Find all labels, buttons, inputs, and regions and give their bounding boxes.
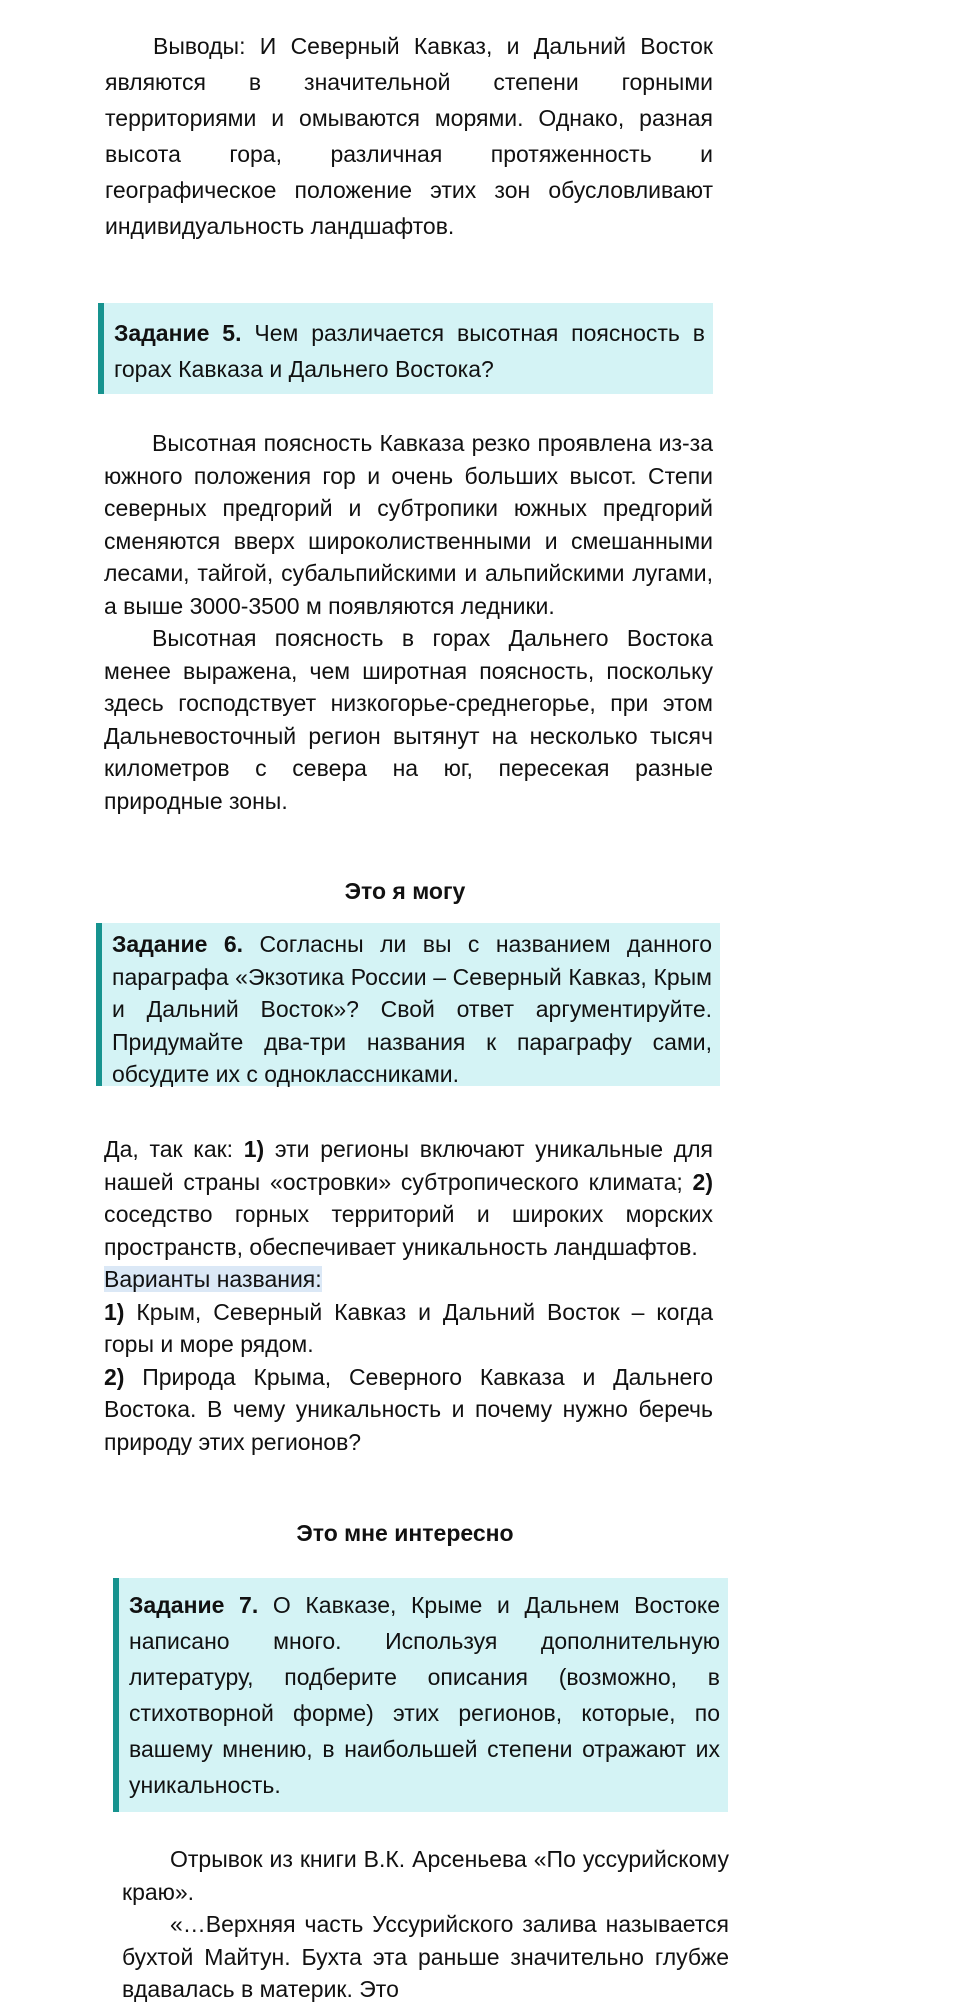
answer-6-variants-label: Варианты названия: bbox=[104, 1266, 322, 1292]
section-heading-interesting: Это мне интересно bbox=[296, 1520, 514, 1546]
task-5-label: Задание 5. bbox=[114, 320, 242, 346]
task-5-box bbox=[98, 303, 713, 394]
answer-6-variant-1: 1) Крым, Северный Кавказ и Дальний Восток – когда горы и море рядом. bbox=[104, 1298, 714, 1357]
conclusion-text: Выводы: И Северный Кавказ, и Дальний Восток являются в значительной степени горными территориями и омываются морями. Однако, разная высота гора, различная протяженность и географическое положение этих зон обусловливают индивидуальность ландшафтов. bbox=[105, 33, 713, 239]
answer-6-para-1: Да, так как: 1) эти регионы включают уникальные для нашей страны «островки» субтропического климата; 2) соседство горных территорий и широких морских пространств, обеспечивает уникальность ландшафтов. bbox=[104, 1136, 713, 1260]
task-5-text: Чем различается высотная поясность в горах Кавказа и Дальнего Востока? bbox=[114, 320, 705, 382]
excerpt-source: Отрывок из книги В.К. Арсеньева «По уссурийскому краю». bbox=[122, 1846, 729, 1905]
section-heading-can-do: Это я могу bbox=[344, 878, 466, 904]
task-5-answer bbox=[104, 427, 713, 817]
task-6-label: Задание 6. bbox=[112, 931, 244, 957]
answer-6-variant-2: 2) Природа Крыма, Северного Кавказа и Дальнего Востока. В чему уникальность и почему нужно беречь природу этих регионов? bbox=[104, 1363, 714, 1455]
task-7-label: Задание 7. bbox=[129, 1592, 259, 1618]
excerpt-text: «…Верхняя часть Уссурийского залива называется бухтой Майтун. Бухта эта раньше значительно глубже вдавалась в материк. Это bbox=[122, 1911, 729, 2002]
task-7-text: О Кавказе, Крыме и Дальнем Востоке написано много. Используя дополнительную литературу, подберите описания (возможно, в стихотворной форме) этих регионов, которые, по вашему мнению, в наибольшей степени отражают их уникальность. bbox=[129, 1592, 720, 1798]
answer-5-para-1: Высотная поясность Кавказа резко проявлена из-за южного положения гор и очень больших высот. Степи северных предгорий и субтропики южных предгорий сменяются вверх широколиственными и смешанными лесами, тайгой, субальпийскими и альпийскими лугами, а выше 3000-3500 м появляются ледники. bbox=[104, 430, 713, 619]
answer-5-para-2: Высотная поясность в горах Дальнего Востока менее выражена, чем широтная поясность, поскольку здесь господствует низкогорье-среднегорье, при этом Дальневосточный регион вытянут на несколько тысяч километров с севера на юг, пересекая разные природные зоны. bbox=[104, 625, 713, 814]
excerpt bbox=[122, 1843, 729, 2006]
task-6-answer bbox=[104, 1133, 713, 1458]
task-6-box bbox=[96, 923, 720, 1086]
task-6-text: Согласны ли вы с названием данного параграфа «Экзотика России – Северный Кавказ, Крым и Дальний Восток»? Свой ответ аргументируйте. Придумайте два-три названия к параграфу сами, обсудите их с одноклассниками. bbox=[112, 931, 713, 1087]
conclusion-paragraph bbox=[105, 28, 713, 244]
task-7-box bbox=[113, 1578, 728, 1812]
